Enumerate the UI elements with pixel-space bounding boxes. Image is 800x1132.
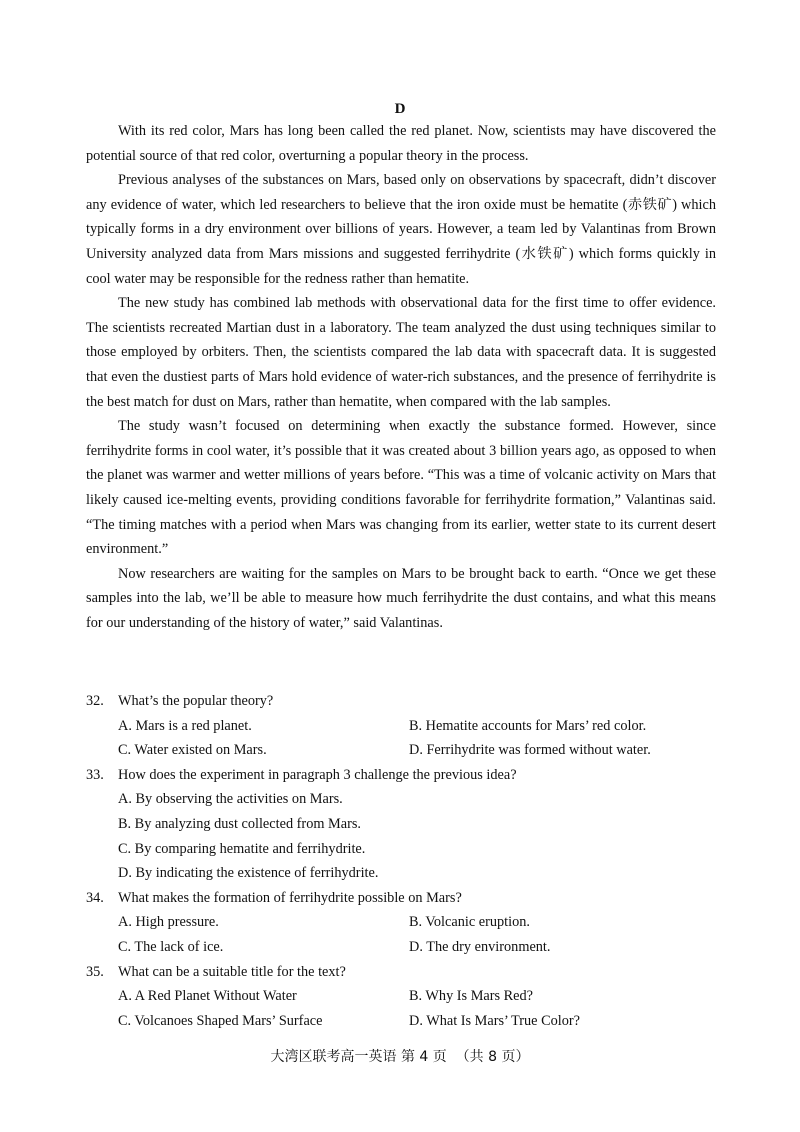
question-number: 32.	[86, 693, 104, 709]
option-row	[86, 910, 716, 935]
option-c: C. The lack of ice.	[118, 938, 224, 955]
option-b: B. Hematite accounts for Mars’ red color.	[409, 717, 647, 734]
section-title: D	[394, 101, 406, 117]
option-d: D. By indicating the existence of ferrihydrite.	[118, 865, 379, 882]
page-footer: 大湾区联考高一英语 第 4 页 （共 8 页）	[270, 1049, 530, 1065]
paragraph-2: Previous analyses of the substances on Mars, based only on observations by spacecraft, didn’t discover any evidence of water, which led researchers to believe that the iron oxide must be hematite (赤铁矿) which typically forms in a dry environment over billions of years. However, a team led by Valantinas from Brown University analyzed data from Mars missions and suggested ferrihydrite (水铁矿) which forms quickly in cool water may be responsible for the redness rather than hematite.	[86, 172, 716, 287]
question-35	[86, 960, 716, 1034]
option-a: A. By observing the activities on Mars.	[118, 791, 343, 808]
question-33	[86, 763, 716, 886]
question-32	[86, 689, 716, 763]
paragraph-3: The new study has combined lab methods with observational data for the first time to offer evidence. The scientists recreated Martian dust in a laboratory. The team analyzed the dust using techniques similar to those employed by orbiters. Then, the scientists compared the lab data with spacecraft data. It is suggested that even the dustiest parts of Mars hold evidence of water-rich substances, and the presence of ferrihydrite is the best match for dust on Mars, rather than hematite, when compared with the lab samples.	[86, 295, 716, 410]
paragraph-5: Now researchers are waiting for the samples on Mars to be brought back to earth. “Once we get these samples into the lab, we’ll be able to measure how much ferrihydrite the dust contains, and what this means for our understanding of the history of water,” said Valantinas.	[86, 565, 716, 631]
paragraph-1: With its red color, Mars has long been called the red planet. Now, scientists may have discovered the potential source of that red color, overturning a popular theory in the process.	[86, 123, 716, 164]
question-stem	[86, 763, 716, 788]
option-d: D. What Is Mars’ True Color?	[409, 1012, 581, 1029]
question-number: 34.	[86, 889, 104, 906]
question-text: What makes the formation of ferrihydrite possible on Mars?	[118, 889, 462, 906]
option-d: D. The dry environment.	[409, 938, 551, 955]
option-c: C. Water existed on Mars.	[118, 742, 267, 759]
option-b: B. Volcanic eruption.	[409, 914, 530, 931]
option-c: C. Volcanoes Shaped Mars’ Surface	[118, 1012, 323, 1029]
question-number: 33.	[86, 766, 104, 783]
option-row	[86, 714, 716, 739]
question-stem	[86, 689, 716, 714]
question-text: What can be a suitable title for the text?	[118, 963, 346, 980]
question-text: How does the experiment in paragraph 3 challenge the previous idea?	[118, 766, 517, 783]
option-b: B. Why Is Mars Red?	[409, 988, 534, 1005]
option-d: D. Ferrihydrite was formed without water.	[409, 742, 651, 759]
option-row	[86, 935, 716, 960]
option-a: A. High pressure.	[118, 914, 219, 931]
reading-passage	[86, 119, 716, 635]
option-a: A. Mars is a red planet.	[118, 717, 252, 734]
question-text: What’s the popular theory?	[118, 693, 274, 709]
option-row	[86, 738, 716, 763]
option-row	[86, 1009, 716, 1034]
question-34	[86, 886, 716, 960]
option-b: B. By analyzing dust collected from Mars.	[118, 815, 361, 832]
option-c: C. By comparing hematite and ferrihydrite.	[118, 840, 366, 857]
question-number: 35.	[86, 963, 104, 980]
option-a: A. A Red Planet Without Water	[118, 988, 297, 1005]
question-list	[86, 689, 716, 1033]
option-row	[86, 984, 716, 1009]
paragraph-4: The study wasn’t focused on determining when exactly the substance formed. However, since ferrihydrite forms in cool water, it’s possible that it was created about 3 billion years ago, as opposed to when the planet was warmer and wetter millions of years before. “This was a time of volcanic activity on Mars that likely caused ice-melting events, providing conditions favorable for ferrihydrite formation,” Valantinas said. “The timing matches with a period when Mars was changing from its earlier, wetter state to its current desert environment.”	[86, 418, 716, 558]
question-stem	[86, 886, 716, 911]
question-stem	[86, 960, 716, 985]
